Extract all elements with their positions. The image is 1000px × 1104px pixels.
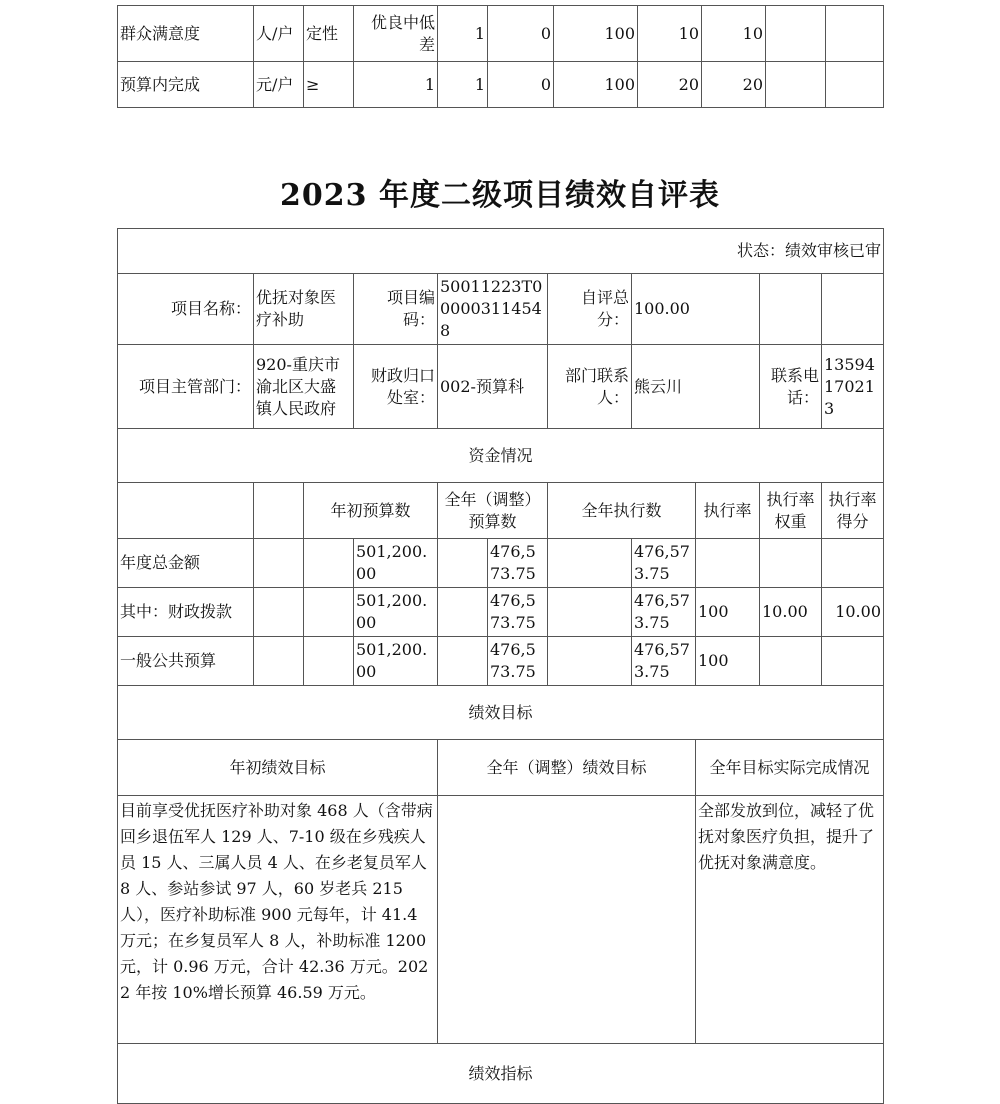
header-adjusted-budget: 全年（调整）预算数 [438, 483, 548, 539]
fund-rate [696, 539, 760, 588]
empty-cell [118, 483, 254, 539]
indicator-value: 1 [438, 62, 488, 108]
empty-cell [438, 637, 488, 686]
fund-initial: 501,200.00 [354, 539, 438, 588]
indicator-weight: 10 [638, 6, 702, 62]
project-name-value: 优抚对象医疗补助 [254, 274, 354, 345]
indicator-value: 100 [554, 6, 638, 62]
fund-rate: 100 [696, 637, 760, 686]
dept-label: 项目主管部门： [118, 345, 254, 429]
table-row [118, 62, 884, 108]
empty-cell [304, 539, 354, 588]
empty-cell [254, 588, 304, 637]
self-score-label: 自评总分： [548, 274, 632, 345]
indicator-type: 定性 [304, 6, 354, 62]
page-title: 2023 年度二级项目绩效自评表 [280, 178, 720, 213]
indicator-target: 优良中低差 [354, 6, 438, 62]
fund-weight: 10.00 [760, 588, 822, 637]
indicator-note [826, 62, 884, 108]
empty-cell [254, 637, 304, 686]
project-code-value: 50011223T000003114548 [438, 274, 548, 345]
fund-weight [760, 637, 822, 686]
dept-value: 920-重庆市渝北区大盛镇人民政府 [254, 345, 354, 429]
contact-label: 部门联系人： [548, 345, 632, 429]
header-exec-weight: 执行率权重 [760, 483, 822, 539]
fund-score: 10.00 [822, 588, 884, 637]
fund-executed: 476,573.75 [632, 539, 696, 588]
indicator-table-continued [117, 5, 884, 108]
header-adjusted-goal: 全年（调整）绩效目标 [438, 740, 696, 796]
table-row [118, 539, 884, 588]
initial-goal-text: 目前享受优抚医疗补助对象 468 人（含带病回乡退伍军人 129 人、7-10 级在乡残疾人员 15 人、三属人员 4 人、在乡老复员军人 8 人、参站参试 97 人，60 岁老兵 215 人），医疗补助标准 900 元每年，计 41.4 万元；在乡复员军人 8 人，补助标准 1200 元，计 0.96 万元，合计 42.36 万元。2022 年按 10%增长预算 46.59 万元。 [118, 796, 438, 1044]
project-name-label: 项目名称： [118, 274, 254, 345]
header-executed: 全年执行数 [548, 483, 696, 539]
indicator-note [826, 6, 884, 62]
empty-cell [438, 539, 488, 588]
goals-section-title: 绩效目标 [118, 686, 884, 740]
fund-rate: 100 [696, 588, 760, 637]
indicator-unit: 元/户 [254, 62, 304, 108]
fund-adjusted: 476,573.75 [488, 539, 548, 588]
indicator-value: 1 [438, 6, 488, 62]
project-code-label: 项目编码： [354, 274, 438, 345]
fund-row-label: 一般公共预算 [118, 637, 254, 686]
header-initial-goal: 年初绩效目标 [118, 740, 438, 796]
fund-score [822, 637, 884, 686]
self-evaluation-table [117, 228, 884, 1104]
indicator-value: 0 [488, 62, 554, 108]
indicator-weight: 20 [638, 62, 702, 108]
header-initial-budget: 年初预算数 [304, 483, 438, 539]
table-row [118, 6, 884, 62]
fund-executed: 476,573.75 [632, 637, 696, 686]
indicator-name: 预算内完成 [118, 62, 254, 108]
self-score-value: 100.00 [632, 274, 760, 345]
indicator-score: 10 [702, 6, 766, 62]
empty-cell [304, 637, 354, 686]
header-actual-completion: 全年目标实际完成情况 [696, 740, 884, 796]
phone-value: 13594170213 [822, 345, 884, 429]
header-exec-rate: 执行率 [696, 483, 760, 539]
funds-section-title: 资金情况 [118, 429, 884, 483]
indicator-name: 群众满意度 [118, 6, 254, 62]
actual-completion-text: 全部发放到位，减轻了优抚对象医疗负担，提升了优抚对象满意度。 [696, 796, 884, 1044]
fund-initial: 501,200.00 [354, 637, 438, 686]
finance-office-value: 002-预算科 [438, 345, 548, 429]
fund-executed: 476,573.75 [632, 588, 696, 637]
indicator-target: 1 [354, 62, 438, 108]
indicators-section-title: 绩效指标 [118, 1044, 884, 1104]
fund-adjusted: 476,573.75 [488, 637, 548, 686]
fund-initial: 501,200.00 [354, 588, 438, 637]
empty-cell [304, 588, 354, 637]
indicator-value: 100 [554, 62, 638, 108]
empty-cell [548, 539, 632, 588]
table-row [118, 637, 884, 686]
header-exec-score: 执行率得分 [822, 483, 884, 539]
finance-office-label: 财政归口处室： [354, 345, 438, 429]
fund-score [822, 539, 884, 588]
indicator-unit: 人/户 [254, 6, 304, 62]
status-badge: 状态：绩效审核已审 [118, 229, 884, 274]
empty-cell [548, 637, 632, 686]
indicator-score: 20 [702, 62, 766, 108]
empty-cell [254, 483, 304, 539]
fund-adjusted: 476,573.75 [488, 588, 548, 637]
empty-cell [760, 274, 822, 345]
empty-cell [438, 588, 488, 637]
empty-cell [822, 274, 884, 345]
fund-row-label: 年度总金额 [118, 539, 254, 588]
contact-value: 熊云川 [632, 345, 760, 429]
empty-cell [254, 539, 304, 588]
fund-weight [760, 539, 822, 588]
indicator-note [766, 6, 826, 62]
adjusted-goal-text [438, 796, 696, 1044]
table-row [118, 588, 884, 637]
indicator-note [766, 62, 826, 108]
phone-label: 联系电话： [760, 345, 822, 429]
fund-row-label: 其中：财政拨款 [118, 588, 254, 637]
indicator-value: 0 [488, 6, 554, 62]
indicator-type: ≥ [304, 62, 354, 108]
empty-cell [548, 588, 632, 637]
